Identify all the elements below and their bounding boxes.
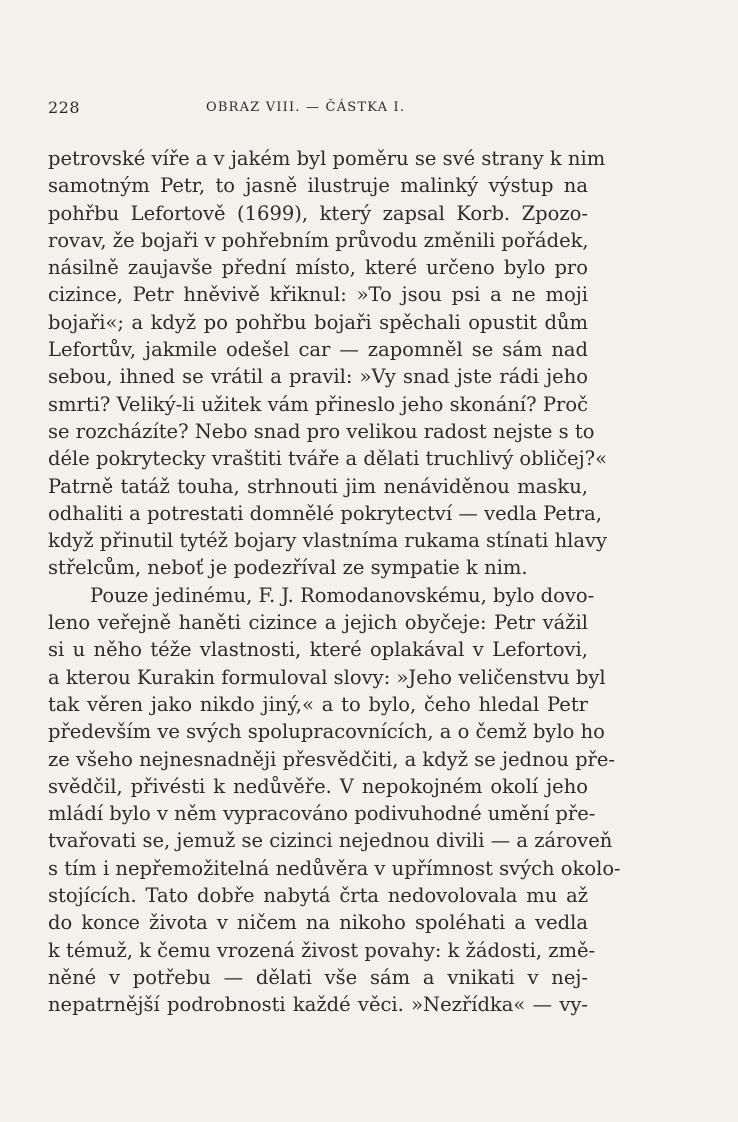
running-head: OBRAZ VIII. — ČÁSTKA I. — [206, 100, 406, 115]
page-header — [48, 98, 608, 122]
text-line: cizince, Petr hněvivě křiknul: »To jsou psi a ne moji — [48, 283, 588, 307]
text-line: Lefortův, jakmile odešel car — zapomněl se sám nad — [48, 338, 588, 362]
text-line: rovav, že bojaři v pohřebním průvodu změnili pořádek, — [48, 228, 589, 252]
text-line: smrti? Veliký-li užitek vám přineslo jeho skonání? Proč — [48, 392, 588, 416]
text-line: nepatrnější podrobnosti každé věci. »Nezřídka« — vy- — [48, 993, 588, 1017]
text-line: když přinutil tytéž bojary vlastníma rukama stínati hlavy — [48, 529, 608, 553]
text-line: bojaři«; a když po pohřbu bojaři spěchali opustit dům — [48, 310, 588, 334]
text-line: k témuž, k čemu vrozená živost povahy: k žádosti, změ- — [48, 938, 596, 962]
page-number: 228 — [48, 98, 81, 117]
text-line: Pouze jedinému, F. J. Romodanovskému, bylo dovo- — [90, 583, 595, 607]
text-line: se rozcházíte? Nebo snad pro velikou radost nejste s to — [48, 419, 595, 443]
text-line: si u něho téže vlastnosti, které oplakával v Lefortovi, — [48, 638, 588, 662]
text-line: odhaliti a potrestati domnělé pokrytectví — vedla Petra, — [48, 501, 602, 525]
text-line: pohřbu Lefortově (1699), který zapsal Korb. Zpozo- — [48, 201, 588, 225]
text-line: mládí bylo v něm vypracováno podivuhodné umění pře- — [48, 802, 596, 826]
text-line: tvařovati se, jemuž se cizinci nejednou divili — a zároveň — [48, 829, 613, 853]
text-line: ze všeho nejnesnadněji přesvědčiti, a když se jednou pře- — [48, 747, 616, 771]
text-line: tak věren jako nikdo jiný,« a to bylo, čeho hledal Petr — [48, 692, 588, 716]
text-line: sebou, ihned se vrátil a pravil: »Vy snad jste rádi jeho — [48, 365, 588, 389]
text-line: něné v potřebu — dělati vše sám a vnikati v nej- — [48, 965, 588, 989]
text-line: petrovské víře a v jakém byl poměru se své strany k nim — [48, 147, 606, 170]
text-line: do konce života v ničem na nikoho spoléhati a vedla — [48, 911, 588, 935]
text-line: násilně zaujavše přední místo, které určeno bylo pro — [48, 256, 588, 280]
text-line: stojících. Tato dobře nabytá črta nedovolovala mu až — [48, 884, 588, 908]
text-line: samotným Petr, to jasně ilustruje malinký výstup na — [48, 174, 588, 198]
text-line: s tím i nepřemožitelná nedůvěra v upřímnost svých okolo- — [48, 856, 621, 880]
body-text — [48, 145, 621, 1019]
text-line: střelcům, neboť je podezříval ze sympatie k nim. — [48, 556, 528, 580]
text-line: a kterou Kurakin formuloval slovy: »Jeho veličenstvu byl — [48, 665, 606, 689]
text-line: leno veřejně haněti cizince a jejich obyčeje: Petr vážil — [48, 611, 588, 635]
text-line: déle pokrytecky vraštiti tváře a dělati truchlivý obličej?« — [48, 447, 608, 471]
text-line: Patrně tatáž touha, strhnouti jim nenáviděnou masku, — [48, 474, 588, 498]
text-line: svědčil, přivésti k nedůvěře. V nepokojném okolí jeho — [48, 774, 588, 798]
text-line: především ve svých spolupracovnících, a o čemž bylo ho — [48, 720, 605, 744]
